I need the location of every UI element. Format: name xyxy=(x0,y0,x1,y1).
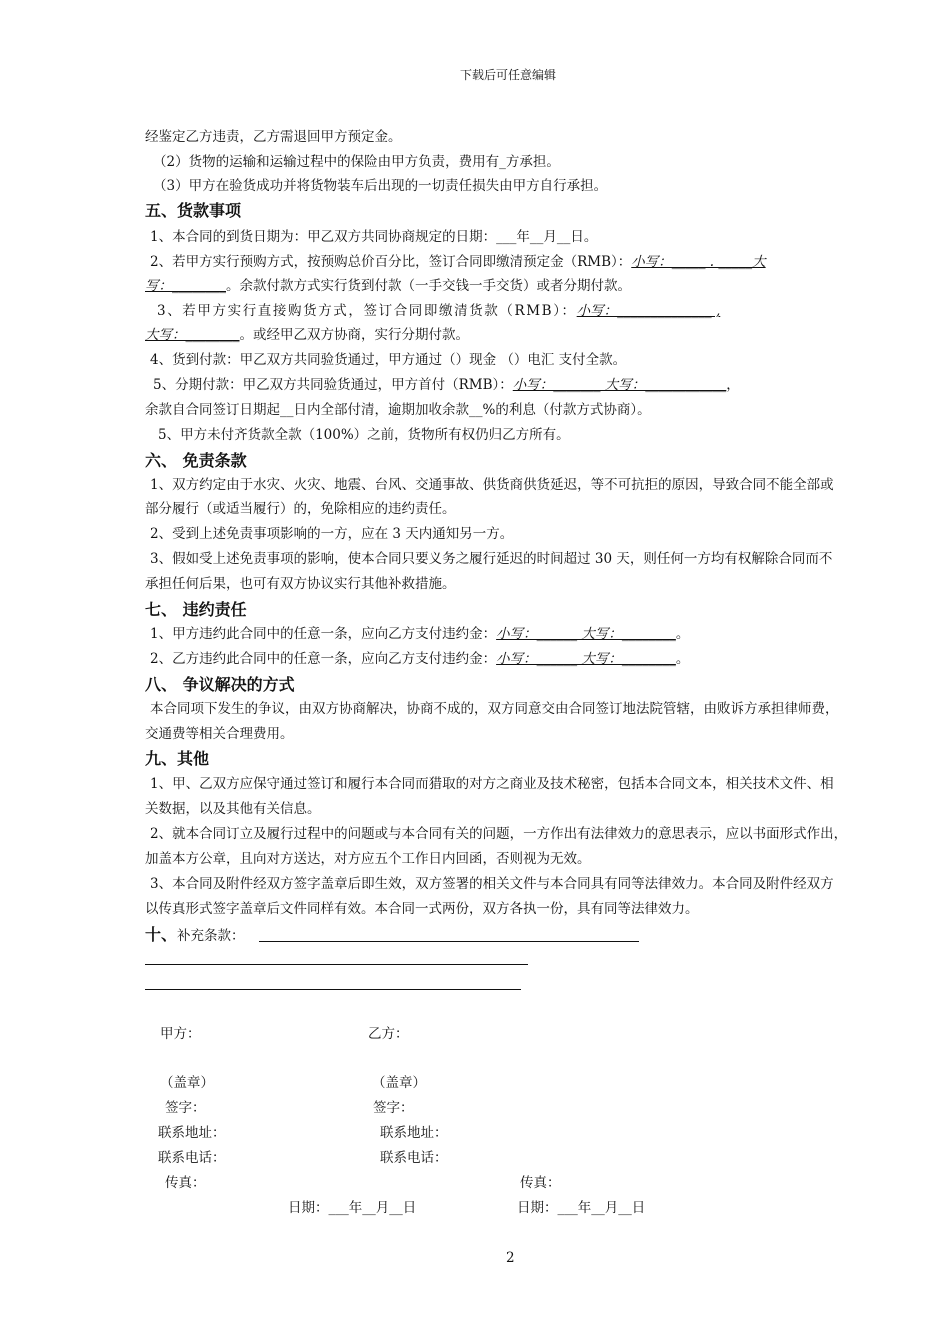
clause-text: 。余款付款方式实行货到付款（一手交钱一手交货）或者分期付款。 xyxy=(226,278,631,294)
party-b-date: 日期：___年__月__日 xyxy=(517,1200,646,1216)
paragraph-line: 1、双方约定由于水灾、火灾、地震、台风、交通事故、供货商供货延迟，等不可抗拒的原因，导致合同不能全部或 xyxy=(150,477,834,493)
paragraph-line xyxy=(153,376,740,394)
party-a-date: 日期：___年__月__日 xyxy=(288,1200,417,1216)
page-header: 下载后可任意编辑 xyxy=(460,68,557,82)
paragraph-line: 余款自合同签订日期起__日内全部付清，逾期加收余款__%的利息（付款方式协商）。 xyxy=(145,402,651,418)
clause-text: 5、分期付款：甲乙双方共同验货通过，甲方首付（RMB）： xyxy=(153,377,513,393)
clause-text: 1、甲方违约此合同中的任意一条，应向乙方支付违约金： xyxy=(150,626,497,642)
paragraph-line xyxy=(145,277,631,295)
paragraph-line: 以传真形式签字盖章后文件同样有效。本合同一式两份，双方各执一份，具有同等法律效力。 xyxy=(145,901,699,917)
party-a-label: 甲方： xyxy=(160,1026,201,1042)
paragraph-line: 本合同项下发生的争议，由双方协商解决，协商不成的，双方同意交由合同签订地法院管辖，由败诉方承担律师费， xyxy=(150,701,839,717)
section-number: 十、 xyxy=(145,925,178,944)
section-heading-7: 七、 违约责任 xyxy=(145,600,247,619)
party-b-seal: （盖章） xyxy=(372,1075,426,1091)
party-b-fax: 传真： xyxy=(520,1175,561,1191)
supplement-label: 补充条款： xyxy=(177,928,245,944)
paragraph-line xyxy=(157,302,720,320)
amount-field: 写：________ xyxy=(145,278,226,294)
paragraph-line: 承担任何后果，也可有双方协议实行其他补救措施。 xyxy=(145,576,456,592)
paragraph-line: （2）货物的运输和运输过程中的保险由甲方负责，费用有_方承担。 xyxy=(153,154,560,170)
paragraph-line: 1、本合同的到货日期为：甲乙双方共同协商规定的日期：___年__月__日。 xyxy=(150,229,598,245)
party-a-signature: 签字： xyxy=(165,1100,206,1116)
paragraph-line: 5、甲方未付齐货款全款（100%）之前，货物所有权仍归乙方所有。 xyxy=(158,427,570,443)
paragraph-line: 3、本合同及附件经双方签字盖章后即生效，双方签署的相关文件与本合同具有同等法律效力。本合同及附件经双方 xyxy=(150,876,834,892)
party-b-address: 联系地址： xyxy=(380,1125,448,1141)
paragraph-line: 2、就本合同订立及履行过程中的问题或与本合同有关的问题，一方作出有法律效力的意思表示，应以书面形式作出， xyxy=(150,826,848,842)
paragraph-line: 3、假如受上述免责事项的影响，使本合同只要义务之履行延迟的时间超过 30 天，则任何一方均有权解除合同而不 xyxy=(150,551,833,567)
section-heading-9: 九、其他 xyxy=(145,749,210,768)
clause-text: 。 xyxy=(675,626,690,642)
supplement-blank-line xyxy=(145,989,521,990)
amount-field: 小写：______ 大写：________ xyxy=(496,651,676,667)
clause-text: 。或经甲乙双方协商，实行分期付款。 xyxy=(239,327,469,343)
paragraph-line: 1、甲、乙双方应保守通过签订和履行本合同而猎取的对方之商业及技术秘密，包括本合同文本，相关技术文件、相 xyxy=(150,776,834,792)
amount-field: 小写：______________ , xyxy=(576,303,721,319)
supplement-blank-line xyxy=(259,941,639,942)
paragraph-line: 交通费等相关合理费用。 xyxy=(145,726,294,742)
paragraph-line xyxy=(150,253,766,271)
section-heading-8: 八、 争议解决的方式 xyxy=(145,675,295,694)
paragraph-line: 加盖本方公章，且向对方送达，对方应五个工作日内回函，否则视为无效。 xyxy=(145,851,591,867)
section-heading-6: 六、 免责条款 xyxy=(145,451,247,470)
paragraph-line xyxy=(150,625,689,643)
paragraph-line xyxy=(145,326,469,344)
amount-field: 小写：_____ . _____大 xyxy=(631,254,766,270)
paragraph-line: （3）甲方在验货成功并将货物装车后出现的一切责任损失由甲方自行承担。 xyxy=(153,178,608,194)
clause-text: 。 xyxy=(675,651,690,667)
section-heading-5: 五、货款事项 xyxy=(145,201,242,220)
paragraph-line: 部分履行（或适当履行）的，免除相应的违约责任。 xyxy=(145,501,456,517)
section-heading-10 xyxy=(145,925,245,946)
amount-field: 小写：______ 大写：________ xyxy=(496,626,676,642)
party-b-label: 乙方： xyxy=(368,1026,409,1042)
party-a-phone: 联系电话： xyxy=(158,1150,226,1166)
party-a-address: 联系地址： xyxy=(158,1125,226,1141)
paragraph-line: 关数据，以及其他有关信息。 xyxy=(145,801,321,817)
amount-field: 小写：_______ 大写：____________ xyxy=(512,377,727,393)
clause-text: 3、若甲方实行直接购货方式，签订合同即缴清货款（RMB）： xyxy=(157,303,577,319)
party-a-seal: （盖章） xyxy=(160,1075,214,1091)
paragraph-line xyxy=(150,650,689,668)
party-b-phone: 联系电话： xyxy=(380,1150,448,1166)
clause-text: ， xyxy=(726,377,740,393)
clause-text: 2、乙方违约此合同中的任意一条，应向乙方支付违约金： xyxy=(150,651,497,667)
amount-field: 大写：________ xyxy=(145,327,240,343)
party-a-fax: 传真： xyxy=(165,1175,206,1191)
party-b-signature: 签字： xyxy=(373,1100,414,1116)
clause-text: 2、若甲方实行预购方式，按预购总价百分比，签订合同即缴清预定金（RMB）： xyxy=(150,254,632,270)
paragraph-line: 4、货到付款：甲乙双方共同验货通过，甲方通过（）现金 （）电汇 支付全款。 xyxy=(150,352,627,368)
paragraph-line: 2、受到上述免责事项影响的一方，应在 3 天内通知另一方。 xyxy=(150,526,514,542)
page-number: 2 xyxy=(506,1250,515,1266)
paragraph-line: 经鉴定乙方违责，乙方需退回甲方预定金。 xyxy=(145,129,402,145)
supplement-blank-line xyxy=(145,964,528,965)
